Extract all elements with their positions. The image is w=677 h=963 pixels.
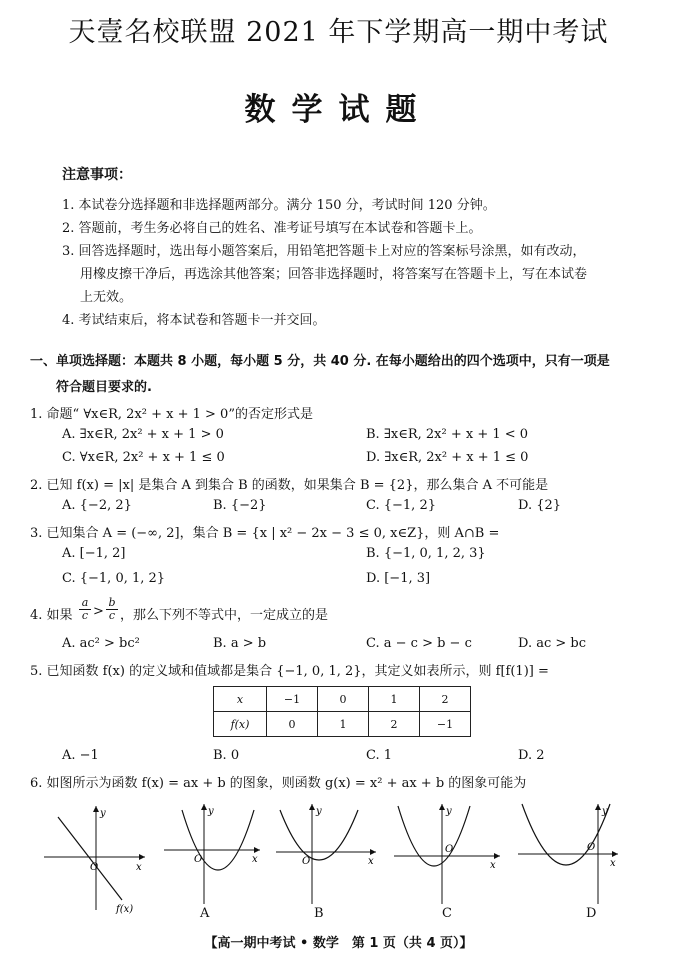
table-cell: 0 xyxy=(267,712,318,737)
q4-option-b: B. a > b xyxy=(213,636,267,651)
parabola xyxy=(398,806,470,866)
q1-option-c: C. ∀x∈R, 2x² + x + 1 ≤ 0 xyxy=(62,450,225,465)
y-label: y xyxy=(602,806,608,817)
x-label: x xyxy=(610,858,616,869)
q4-option-d: D. ac > bc xyxy=(518,636,587,651)
q4-fraction-left xyxy=(79,597,91,622)
notice-item-2: 2. 答题前，考生务必将自己的姓名、准考证号填写在本试卷和答题卡上。 xyxy=(62,221,482,236)
x-axis-arrow xyxy=(254,847,260,853)
x-axis-arrow xyxy=(370,849,376,855)
table-cell: −1 xyxy=(420,712,471,737)
notice-item-4: 4. 考试结束后，将本试卷和答题卡一并交回。 xyxy=(62,313,326,328)
q2-stem: 2. 已知 f(x) = |x| 是集合 A 到集合 B 的函数，如果集合 B = {2}，那么集合 A 不可能是 xyxy=(30,478,549,493)
q6-graph-option-a xyxy=(160,800,265,908)
y-label: y xyxy=(100,808,106,819)
q6-stem: 6. 如图所示为函数 f(x) = ax + b 的图象，则函数 g(x) = x² + ax + b 的图象可能为 xyxy=(30,776,527,791)
table-cell: 0 xyxy=(318,687,369,712)
x-label: x xyxy=(252,854,258,865)
notice-item-3-cont2: 上无效。 xyxy=(80,290,133,305)
table-cell: 2 xyxy=(420,687,471,712)
q4-fraction-right xyxy=(106,597,118,622)
section-heading: 一、单项选择题：本题共 8 小题，每小题 5 分，共 40 分. 在每小题给出的四个选项中，只有一项是 xyxy=(30,354,610,369)
q1-stem: 1. 命题“ ∀x∈R, 2x² + x + 1 > 0”的否定形式是 xyxy=(30,407,313,422)
x-label: x xyxy=(368,856,374,867)
q3-option-a: A. [−1, 2] xyxy=(62,546,126,561)
table-row xyxy=(214,712,471,737)
q6-option-b-label: B xyxy=(314,906,324,921)
q4-option-c: C. a − c > b − c xyxy=(366,636,472,651)
origin-label: O xyxy=(302,856,311,867)
notice-item-3: 3. 回答选择题时，选出每小题答案后，用铅笔把答题卡上对应的答案标号涂黑，如有改动， xyxy=(62,244,586,259)
q5-option-b: B. 0 xyxy=(213,748,240,763)
exam-subtitle: 数学试题 xyxy=(244,92,433,128)
q4-gt-sign: > xyxy=(93,604,104,619)
q2-option-a: A. {−2, 2} xyxy=(62,498,132,513)
x-label: x xyxy=(490,860,496,871)
notice-item-1: 1. 本试卷分选择题和非选择题两部分。满分 150 分，考试时间 120 分钟。 xyxy=(62,198,496,213)
q5-stem: 5. 已知函数 f(x) 的定义域和值域都是集合 {−1, 0, 1, 2}，其定义如表所示，则 f[f(1)] = xyxy=(30,664,549,679)
q4-stem-post: ，那么下列不等式中，一定成立的是 xyxy=(120,608,329,623)
q1-option-b: B. ∃x∈R, 2x² + x + 1 < 0 xyxy=(366,427,529,442)
x-label: x xyxy=(136,862,142,873)
q3-option-b: B. {−1, 0, 1, 2, 3} xyxy=(366,546,486,561)
origin-label: O xyxy=(587,842,596,853)
q5-function-table xyxy=(213,686,471,737)
q1-option-a: A. ∃x∈R, 2x² + x + 1 > 0 xyxy=(62,427,224,442)
y-label: y xyxy=(316,806,322,817)
y-axis-arrow xyxy=(439,804,445,810)
fx-line xyxy=(58,817,122,900)
table-cell: 2 xyxy=(369,712,420,737)
y-axis-arrow xyxy=(309,804,315,810)
q4-frac-denominator-c2: c xyxy=(108,609,116,622)
page-footer: 【高一期中考试 • 数学 第 1 页（共 4 页）】 xyxy=(204,936,473,951)
table-header-x: x xyxy=(214,687,267,712)
notice-item-3-cont: 用橡皮擦干净后，再选涂其他答案；回答非选择题时，将答案写在答题卡上，写在本试卷 xyxy=(80,267,588,282)
q5-option-d: D. 2 xyxy=(518,748,545,763)
notice-heading: 注意事项： xyxy=(62,167,132,183)
q4-stem-pre: 4. 如果 xyxy=(30,608,73,623)
q3-stem: 3. 已知集合 A = (−∞, 2]，集合 B = {x | x² − 2x − 3 ≤ 0, x∈Z}，则 A∩B = xyxy=(30,526,500,541)
q2-option-d: D. {2} xyxy=(518,498,562,513)
x-axis-arrow xyxy=(139,854,145,860)
y-axis-arrow xyxy=(201,804,207,810)
q5-option-c: C. 1 xyxy=(366,748,393,763)
q2-option-b: B. {−2} xyxy=(213,498,267,513)
x-axis-arrow xyxy=(494,853,500,859)
origin-label: O xyxy=(445,844,454,855)
table-cell: 1 xyxy=(318,712,369,737)
table-cell: 1 xyxy=(369,687,420,712)
parabola xyxy=(182,810,254,870)
q4-frac-numerator-a: a xyxy=(79,597,91,610)
parabola xyxy=(522,804,610,865)
q1-option-d: D. ∃x∈R, 2x² + x + 1 ≤ 0 xyxy=(366,450,529,465)
section-heading-cont: 符合题目要求的. xyxy=(56,380,152,395)
q3-option-c: C. {−1, 0, 1, 2} xyxy=(62,571,166,586)
exam-title: 天壹名校联盟 2021 年下学期高一期中考试 xyxy=(68,17,609,48)
q4-frac-denominator-c: c xyxy=(81,609,89,622)
y-label: y xyxy=(446,806,452,817)
y-axis-arrow xyxy=(93,806,99,812)
q6-graph-option-b xyxy=(272,800,382,908)
q6-option-a-label: A xyxy=(200,906,210,921)
q2-option-c: C. {−1, 2} xyxy=(366,498,436,513)
q6-option-d-label: D xyxy=(586,906,597,921)
q6-graph-fx xyxy=(40,800,150,915)
x-axis-arrow xyxy=(612,851,618,857)
q6-option-c-label: C xyxy=(442,906,452,921)
q6-graph-option-c xyxy=(390,800,505,908)
table-cell: −1 xyxy=(267,687,318,712)
q3-option-d: D. [−1, 3] xyxy=(366,571,431,586)
q6-graph-option-d xyxy=(514,800,624,908)
table-row xyxy=(214,687,471,712)
origin-label: O xyxy=(90,862,99,873)
y-label: y xyxy=(208,806,214,817)
q4-option-a: A. ac² > bc² xyxy=(62,636,140,651)
y-axis-arrow xyxy=(595,804,601,810)
table-header-fx: f(x) xyxy=(214,712,267,737)
q4-frac-numerator-b: b xyxy=(106,597,118,610)
q5-option-a: A. −1 xyxy=(62,748,99,763)
fx-label: f(x) xyxy=(116,904,134,915)
origin-label: O xyxy=(194,854,203,865)
